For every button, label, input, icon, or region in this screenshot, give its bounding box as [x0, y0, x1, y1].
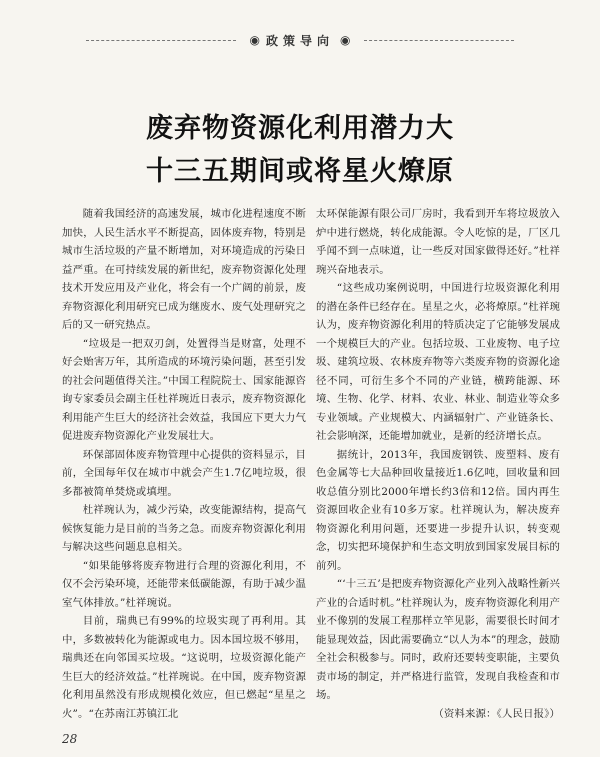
paragraph: 目前，瑞典已有99%的垃圾实现了再利用。其中，多数被转化为能源或电力。因本国垃圾不够用，瑞典还在向邻国买垃圾。“这说明，垃圾资源化能产生巨大的经济效益。”杜祥琬说。在中国，废弃物资源化利用虽然没有形成规模化效应，但已燃起“星星之火”。“在苏南江苏镇江北 [62, 615, 306, 720]
paragraph: “如果能够将废弃物进行合理的资源化利用，不仅不会污染环境，还能带来低碳能源，有助于减少温室气体排放。”杜祥琬说。 [62, 559, 306, 609]
article-column-right [316, 205, 560, 723]
paragraph: “‘十三五’是把废弃物资源化产业列入战略性新兴产业的合适时机。”杜祥琬认为，废弃物资源化利用产业不像别的发展工程那样立竿见影，需要很长时间才能显现效益，因此需要确立“以人为本”的理念，鼓励全社会积极参与。同时，政府还要转变职能，主要负责市场的制定，并严格进行监管，发现自我检查和市场。 [316, 578, 560, 701]
article-source: （资料来源：《人民日报》） [433, 707, 560, 720]
paragraph: 随着我国经济的高速发展，城市化进程速度不断加快，人民生活水平不断提高，固体废弃物，特别是城市生活垃圾的产量不断增加，对环境造成的污染日益严重。在可持续发展的新世纪，废弃物资源化处理技术开发应用及产业化，将会有一个广阔的前景，废弃物资源化利用研究已成为继废水、废气处理研究之后的又一研究热点。 [62, 208, 306, 331]
section-header [0, 30, 600, 50]
column-name: 政策导向 [265, 33, 334, 48]
paragraph: “这些成功案例说明，中国进行垃圾资源化利用的潜在条件已经存在。星星之火，必将燎原。”杜祥琬认为，废弃物资源化利用的特质决定了它能够发展成一个规模巨大的产业。包括垃圾、工业废物、电子垃圾、建筑垃圾、农林废弃物等六类废弃物的资源化途径不同，可衍生多个不同的产业链，横跨能源、环境、生物、化学、材料、农业、林业、制造业等众多专业领域。产业规模大、内涵辐射广、产业链条长、社会影响深，还能增加就业，是新的经济增长点。 [316, 282, 560, 442]
page-number: 28 [62, 732, 78, 746]
paragraph: “垃圾是一把双刃剑，处置得当是财富，处理不好会贻害万年，其所造成的环境污染问题，甚至引发的社会问题值得关注。”中国工程院院士、国家能源咨询专家委员会副主任杜祥琬近日表示，废弃物资源化利用能产生巨大的经济社会效益，我国应下更大力气促进废弃物资源化产业发展壮大。 [62, 337, 306, 442]
paragraph: 太环保能源有限公司厂房时，我看到开车将垃圾放入炉中进行燃烧，转化成能源。令人吃惊的是，厂区几乎闻不到一点味道，让一些反对国家做得还好。”杜祥琬兴奋地表示。 [316, 208, 560, 276]
article-title-line-1: 废弃物资源化利用潜力大 [146, 113, 454, 144]
paragraph: 环保部固体废弃物管理中心提供的资料显示，目前，全国每年仅在城市中就会产生1.7亿吨垃圾，很多都被简单焚烧或填埋。 [62, 448, 306, 498]
article-title-line-2: 十三五期间或将星火燎原 [146, 156, 454, 187]
article-column-left [62, 205, 306, 723]
ornament-left-icon: ◉ [249, 33, 260, 47]
header-rule-right [364, 40, 514, 41]
paragraph: 据统计，2013年，我国废钢铁、废塑料、废有色金属等七大品种回收量接近1.6亿吨，回收量和回收总值分别比2000年增长约3倍和12倍。国内再生资源回收企业有10多万家。杜祥琬认为，解决废弃物资源化利用问题，还要进一步提升认识，转变观念，切实把环境保护和生态文明放到国家发展目标的前列。 [316, 448, 560, 572]
header-rule-left [86, 40, 236, 41]
paragraph: 杜祥琬认为，减少污染，改变能源结构，提高气候恢复能力是目前的当务之急。而废弃物资源化利用与解决这些问题息息相关。 [62, 504, 306, 553]
ornament-right-icon: ◉ [340, 33, 351, 47]
